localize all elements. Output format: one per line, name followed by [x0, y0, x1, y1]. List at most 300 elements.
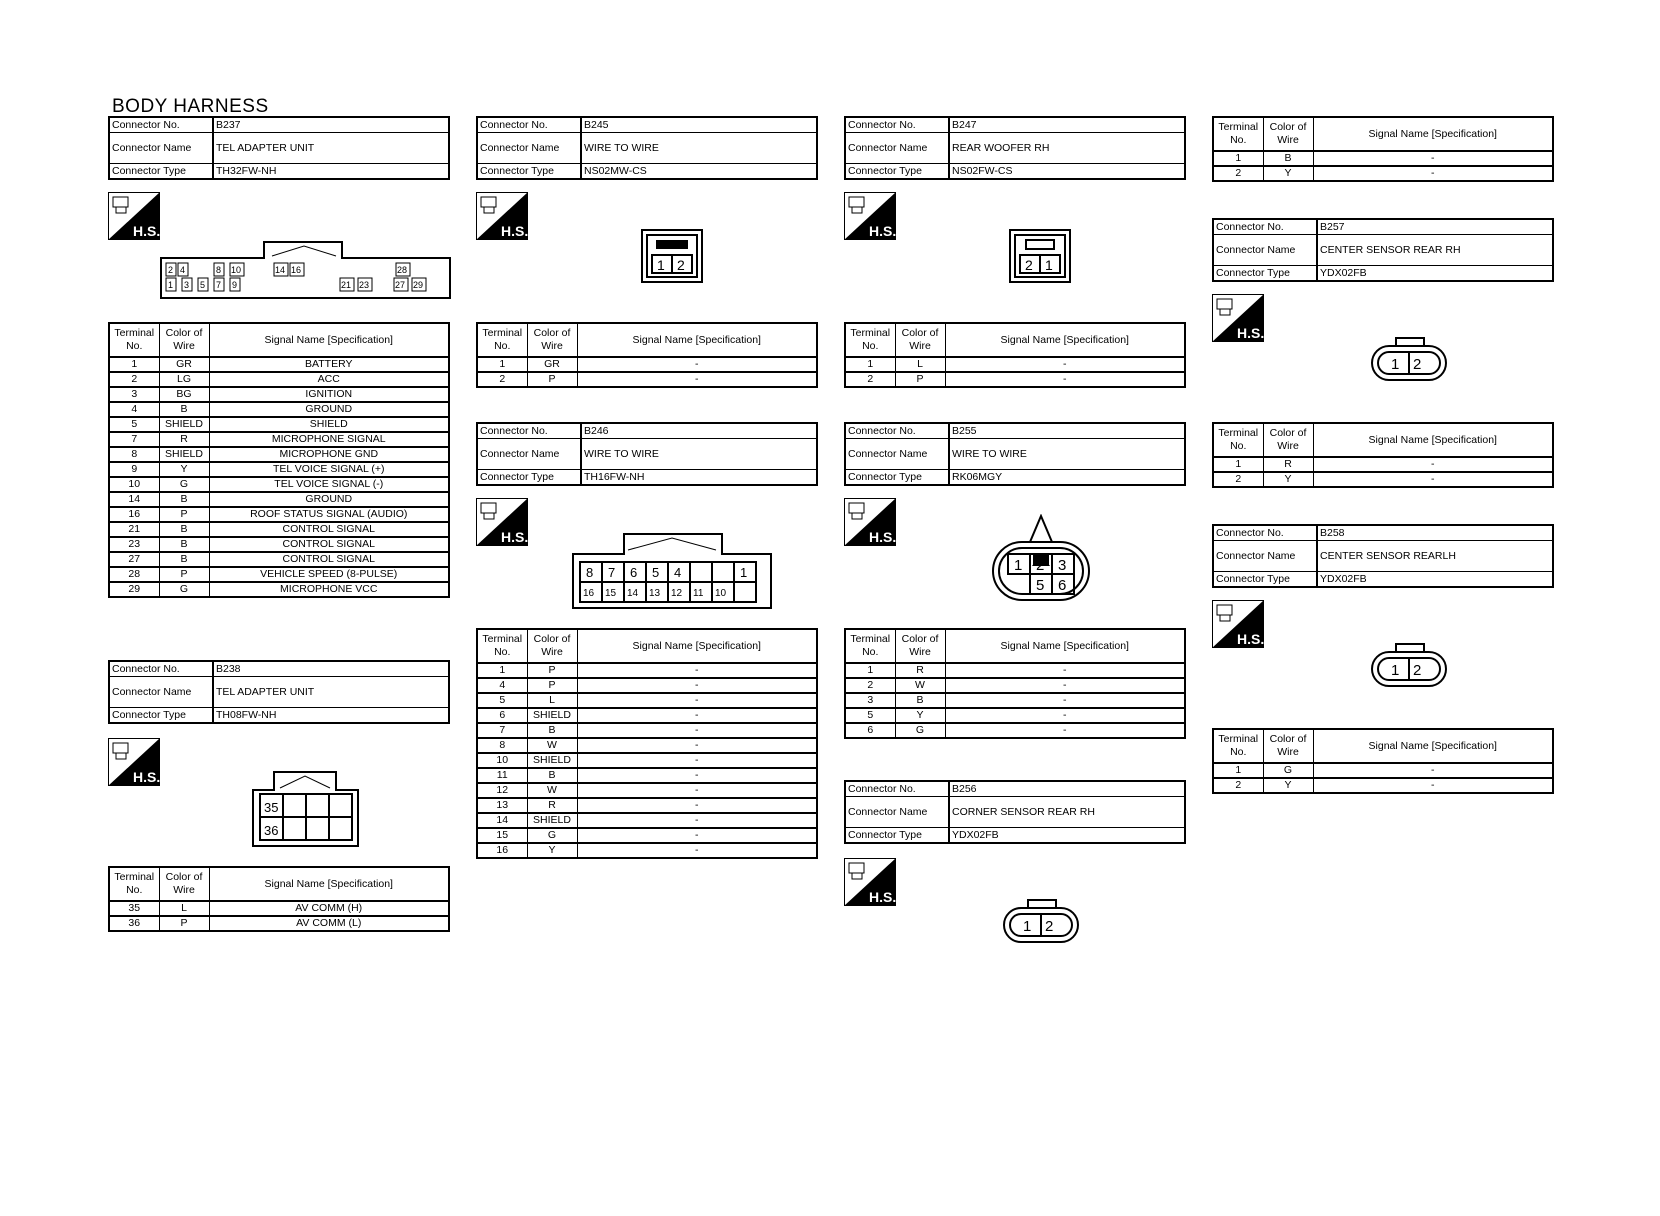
connector-no: B237 [213, 117, 449, 133]
header-terminal-no: Terminal No. [1213, 117, 1263, 151]
wire-color-cell: B [527, 723, 577, 738]
signal-name-cell: BATTERY [209, 357, 449, 372]
connector-info-b245 [476, 116, 818, 180]
label-connector-no: Connector No. [845, 117, 949, 133]
pin-label: 27 [395, 280, 406, 290]
wire-color-cell: Y [1263, 778, 1313, 793]
connector-no: B255 [949, 423, 1185, 439]
terminal-no-cell: 11 [477, 768, 527, 783]
label-connector-no: Connector No. [845, 423, 949, 439]
terminal-no-cell: 4 [109, 402, 159, 417]
hs-label: H.S. [869, 223, 896, 239]
pin-label: 2 [1413, 662, 1422, 679]
header-color-of-wire: Color of Wire [159, 323, 209, 357]
label-connector-name: Connector Name [1213, 541, 1317, 572]
terminal-no-cell: 7 [109, 432, 159, 447]
page-title: BODY HARNESS [112, 96, 269, 117]
table-row [477, 843, 817, 858]
wire-color-cell: B [1263, 151, 1313, 166]
terminal-table-b245 [476, 322, 818, 388]
label-connector-no: Connector No. [477, 117, 581, 133]
table-row [1213, 472, 1553, 487]
harness-side-icon [1212, 600, 1264, 648]
wire-color-cell: P [895, 372, 945, 387]
table-row [109, 537, 449, 552]
wire-color-cell: G [1263, 763, 1313, 778]
header-color-of-wire: Color of Wire [895, 629, 945, 663]
terminal-no-cell: 3 [109, 387, 159, 402]
label-connector-type: Connector Type [1213, 266, 1317, 282]
terminal-no-cell: 14 [477, 813, 527, 828]
wire-color-cell: G [895, 723, 945, 738]
table-row [477, 678, 817, 693]
hs-label: H.S. [133, 223, 160, 239]
pin-label: 2 [677, 257, 685, 273]
pin-label: 10 [715, 588, 727, 599]
table-row [109, 387, 449, 402]
table-row [845, 708, 1185, 723]
pin-label: 23 [359, 280, 370, 290]
connector-type: YDX02FB [1317, 266, 1553, 282]
signal-name-cell: - [577, 768, 817, 783]
signal-name-cell: GROUND [209, 402, 449, 417]
pin-label: 6 [1058, 577, 1067, 594]
terminal-no-cell: 8 [477, 738, 527, 753]
signal-name-cell: AV COMM (L) [209, 916, 449, 931]
table-row [109, 432, 449, 447]
signal-name-cell: ACC [209, 372, 449, 387]
terminal-no-cell: 2 [845, 678, 895, 693]
pin-label: 2 [1036, 557, 1045, 574]
terminal-no-cell: 29 [109, 582, 159, 597]
table-row [845, 663, 1185, 678]
header-signal-name: Signal Name [Specification] [209, 867, 449, 901]
label-connector-type: Connector Type [477, 470, 581, 486]
label-connector-no: Connector No. [109, 117, 213, 133]
connector-info-b237 [108, 116, 450, 180]
terminal-no-cell: 27 [109, 552, 159, 567]
label-connector-type: Connector Type [109, 708, 213, 724]
pin-label: 3 [1058, 557, 1067, 574]
table-row [109, 492, 449, 507]
terminal-no-cell: 6 [477, 708, 527, 723]
table-row [477, 783, 817, 798]
wire-color-cell: G [159, 582, 209, 597]
terminal-no-cell: 1 [845, 357, 895, 372]
terminal-no-cell: 3 [845, 693, 895, 708]
pin-label: 2 [168, 265, 174, 275]
signal-name-cell: CONTROL SIGNAL [209, 552, 449, 567]
table-row [845, 357, 1185, 372]
table-row [109, 552, 449, 567]
signal-name-cell: - [945, 708, 1185, 723]
header-terminal-no: Terminal No. [1213, 423, 1263, 457]
wire-color-cell: Y [1263, 472, 1313, 487]
label-connector-name: Connector Name [1213, 235, 1317, 266]
table-row [109, 417, 449, 432]
table-row [109, 357, 449, 372]
signal-name-cell: - [577, 723, 817, 738]
table-row [109, 447, 449, 462]
connector-type: RK06MGY [949, 470, 1185, 486]
wire-color-cell: Y [1263, 166, 1313, 181]
pin-label: 14 [627, 588, 639, 599]
terminal-no-cell: 2 [1213, 472, 1263, 487]
header-terminal-no: Terminal No. [109, 323, 159, 357]
wire-color-cell: BG [159, 387, 209, 402]
terminal-table-b237 [108, 322, 450, 598]
table-row [109, 567, 449, 582]
pin-label: 2 [1025, 257, 1033, 273]
terminal-no-cell: 1 [477, 357, 527, 372]
terminal-no-cell: 6 [845, 723, 895, 738]
connector-name: CENTER SENSOR REARLH [1317, 541, 1553, 572]
connector-info-b238 [108, 660, 450, 724]
pin-label: 11 [693, 588, 704, 599]
hs-label: H.S. [1237, 631, 1264, 647]
signal-name-cell: - [577, 753, 817, 768]
pin-label: 35 [264, 800, 279, 815]
label-connector-type: Connector Type [477, 164, 581, 180]
terminal-no-cell: 14 [109, 492, 159, 507]
wire-color-cell: B [159, 537, 209, 552]
signal-name-cell: CONTROL SIGNAL [209, 537, 449, 552]
pin-label: 5 [652, 565, 660, 580]
connector-type: NS02FW-CS [949, 164, 1185, 180]
label-connector-name: Connector Name [109, 677, 213, 708]
terminal-no-cell: 2 [477, 372, 527, 387]
table-row [1213, 151, 1553, 166]
connector-no: B245 [581, 117, 817, 133]
signal-name-cell: - [1313, 472, 1553, 487]
table-row [109, 372, 449, 387]
connector-name: CORNER SENSOR REAR RH [949, 797, 1185, 828]
terminal-table-b247 [844, 322, 1186, 388]
signal-name-cell: - [1313, 166, 1553, 181]
terminal-no-cell: 36 [109, 916, 159, 931]
signal-name-cell: - [577, 372, 817, 387]
pin-label: 1 [1014, 557, 1023, 574]
terminal-no-cell: 12 [477, 783, 527, 798]
label-connector-type: Connector Type [845, 470, 949, 486]
hs-label: H.S. [501, 223, 528, 239]
wire-color-cell: W [895, 678, 945, 693]
connector-no: B257 [1317, 219, 1553, 235]
table-row [477, 753, 817, 768]
pin-label: 1 [657, 257, 665, 273]
header-color-of-wire: Color of Wire [527, 323, 577, 357]
signal-name-cell: SHIELD [209, 417, 449, 432]
header-signal-name: Signal Name [Specification] [577, 629, 817, 663]
table-row [109, 477, 449, 492]
hs-label: H.S. [133, 769, 160, 785]
harness-side-icon [844, 498, 896, 546]
terminal-no-cell: 10 [109, 477, 159, 492]
wire-color-cell: P [527, 663, 577, 678]
table-row [477, 693, 817, 708]
connector-type: YDX02FB [949, 828, 1185, 844]
terminal-no-cell: 16 [109, 507, 159, 522]
pin-label: 10 [231, 265, 242, 275]
wire-color-cell: R [1263, 457, 1313, 472]
header-terminal-no: Terminal No. [845, 629, 895, 663]
connector-info-b256 [844, 780, 1186, 844]
header-color-of-wire: Color of Wire [1263, 729, 1313, 763]
wire-color-cell: B [159, 552, 209, 567]
connector-name: WIRE TO WIRE [949, 439, 1185, 470]
signal-name-cell: - [945, 693, 1185, 708]
header-color-of-wire: Color of Wire [527, 629, 577, 663]
wire-color-cell: LG [159, 372, 209, 387]
label-connector-no: Connector No. [1213, 219, 1317, 235]
table-row [477, 798, 817, 813]
connector-info-b246 [476, 422, 818, 486]
pin-label: 7 [608, 565, 616, 580]
table-row [1213, 457, 1553, 472]
table-row [1213, 778, 1553, 793]
terminal-no-cell: 21 [109, 522, 159, 537]
signal-name-cell: ROOF STATUS SIGNAL (AUDIO) [209, 507, 449, 522]
pin-label: 12 [671, 588, 683, 599]
label-connector-name: Connector Name [845, 133, 949, 164]
wire-color-cell: SHIELD [527, 708, 577, 723]
header-signal-name: Signal Name [Specification] [1313, 117, 1553, 151]
wire-color-cell: SHIELD [159, 417, 209, 432]
table-row [109, 916, 449, 931]
harness-side-icon [1212, 294, 1264, 342]
signal-name-cell: - [1313, 778, 1553, 793]
connector-face-b237 [160, 238, 452, 300]
terminal-no-cell: 5 [109, 417, 159, 432]
pin-label: 8 [216, 265, 222, 275]
pin-label: 13 [649, 588, 661, 599]
terminal-no-cell: 13 [477, 798, 527, 813]
signal-name-cell: - [577, 693, 817, 708]
header-terminal-no: Terminal No. [845, 323, 895, 357]
wire-color-cell: SHIELD [159, 447, 209, 462]
connector-face-b258 [1370, 640, 1450, 690]
label-connector-name: Connector Name [477, 133, 581, 164]
table-row [109, 462, 449, 477]
signal-name-cell: - [577, 843, 817, 858]
pin-label: 28 [397, 265, 408, 275]
pin-label: 1 [1391, 662, 1400, 679]
terminal-no-cell: 9 [109, 462, 159, 477]
signal-name-cell: GROUND [209, 492, 449, 507]
label-connector-no: Connector No. [109, 661, 213, 677]
table-row [477, 738, 817, 753]
terminal-no-cell: 15 [477, 828, 527, 843]
connector-info-b258 [1212, 524, 1554, 588]
connector-face-b256 [1002, 896, 1082, 946]
signal-name-cell: - [1313, 151, 1553, 166]
connector-face-b257 [1370, 334, 1450, 384]
pin-label: 16 [291, 265, 302, 275]
connector-no: B246 [581, 423, 817, 439]
harness-side-icon [108, 192, 160, 240]
wire-color-cell: GR [527, 357, 577, 372]
signal-name-cell: - [1313, 763, 1553, 778]
signal-name-cell: AV COMM (H) [209, 901, 449, 916]
header-signal-name: Signal Name [Specification] [577, 323, 817, 357]
pin-label: 2 [1413, 356, 1422, 373]
connector-no: B238 [213, 661, 449, 677]
hs-label: H.S. [501, 529, 528, 545]
wire-color-cell: P [527, 372, 577, 387]
wire-color-cell: R [895, 663, 945, 678]
signal-name-cell: MICROPHONE SIGNAL [209, 432, 449, 447]
header-signal-name: Signal Name [Specification] [209, 323, 449, 357]
pin-label: 36 [264, 823, 279, 838]
pin-label: 29 [413, 280, 424, 290]
signal-name-cell: - [945, 357, 1185, 372]
label-connector-type: Connector Type [845, 164, 949, 180]
wire-color-cell: L [159, 901, 209, 916]
table-row [477, 708, 817, 723]
pin-label: 15 [605, 588, 617, 599]
terminal-no-cell: 5 [845, 708, 895, 723]
terminal-no-cell: 2 [1213, 166, 1263, 181]
header-signal-name: Signal Name [Specification] [1313, 423, 1553, 457]
pin-label: 16 [583, 588, 595, 599]
connector-name: REAR WOOFER RH [949, 133, 1185, 164]
pin-label: 4 [180, 265, 186, 275]
header-color-of-wire: Color of Wire [159, 867, 209, 901]
connector-face-b245 [640, 228, 706, 286]
header-terminal-no: Terminal No. [1213, 729, 1263, 763]
table-row [109, 522, 449, 537]
pin-label: 5 [1036, 577, 1045, 594]
wire-color-cell: B [159, 402, 209, 417]
terminal-no-cell: 1 [1213, 763, 1263, 778]
signal-name-cell: IGNITION [209, 387, 449, 402]
table-row [845, 678, 1185, 693]
table-row [1213, 166, 1553, 181]
wire-color-cell: P [159, 567, 209, 582]
harness-side-icon [844, 192, 896, 240]
table-row [477, 828, 817, 843]
wire-color-cell: G [159, 477, 209, 492]
wire-color-cell: R [527, 798, 577, 813]
wire-color-cell: P [159, 916, 209, 931]
signal-name-cell: - [577, 813, 817, 828]
label-connector-name: Connector Name [477, 439, 581, 470]
connector-face-b255 [990, 514, 1094, 606]
pin-label: 7 [216, 280, 222, 290]
wire-color-cell: W [527, 783, 577, 798]
pin-label: 21 [341, 280, 352, 290]
pin-label: 1 [1045, 257, 1053, 273]
table-row [109, 507, 449, 522]
terminal-table-b258 [1212, 728, 1554, 794]
connector-name: TEL ADAPTER UNIT [213, 133, 449, 164]
connector-face-b247 [1008, 228, 1074, 286]
pin-label: 4 [674, 565, 682, 580]
wire-color-cell: Y [527, 843, 577, 858]
signal-name-cell: CONTROL SIGNAL [209, 522, 449, 537]
terminal-no-cell: 2 [1213, 778, 1263, 793]
table-row [845, 723, 1185, 738]
harness-side-icon [476, 192, 528, 240]
table-row [1213, 763, 1553, 778]
connector-name: WIRE TO WIRE [581, 133, 817, 164]
header-color-of-wire: Color of Wire [1263, 423, 1313, 457]
terminal-table-b256 [1212, 116, 1554, 182]
table-row [109, 402, 449, 417]
wire-color-cell: L [895, 357, 945, 372]
signal-name-cell: - [577, 798, 817, 813]
label-connector-no: Connector No. [477, 423, 581, 439]
hs-label: H.S. [1237, 325, 1264, 341]
header-terminal-no: Terminal No. [477, 323, 527, 357]
signal-name-cell: MICROPHONE GND [209, 447, 449, 462]
connector-no: B256 [949, 781, 1185, 797]
connector-type: TH32FW-NH [213, 164, 449, 180]
signal-name-cell: - [577, 357, 817, 372]
wire-color-cell: P [527, 678, 577, 693]
table-row [845, 372, 1185, 387]
label-connector-name: Connector Name [109, 133, 213, 164]
harness-side-icon [108, 738, 160, 786]
header-terminal-no: Terminal No. [477, 629, 527, 663]
connector-name: WIRE TO WIRE [581, 439, 817, 470]
wire-color-cell: B [159, 522, 209, 537]
connector-face-b238 [252, 770, 362, 848]
terminal-no-cell: 23 [109, 537, 159, 552]
terminal-no-cell: 10 [477, 753, 527, 768]
hs-label: H.S. [869, 529, 896, 545]
terminal-no-cell: 4 [477, 678, 527, 693]
harness-side-icon [476, 498, 528, 546]
wire-color-cell: Y [159, 462, 209, 477]
table-row [477, 372, 817, 387]
wire-color-cell: B [159, 492, 209, 507]
signal-name-cell: - [945, 723, 1185, 738]
signal-name-cell: - [1313, 457, 1553, 472]
connector-info-b255 [844, 422, 1186, 486]
signal-name-cell: - [945, 372, 1185, 387]
signal-name-cell: - [945, 678, 1185, 693]
terminal-no-cell: 8 [109, 447, 159, 462]
terminal-no-cell: 1 [1213, 457, 1263, 472]
terminal-table-b255 [844, 628, 1186, 739]
pin-label: 3 [184, 280, 190, 290]
label-connector-name: Connector Name [845, 797, 949, 828]
connector-face-b246 [572, 532, 774, 610]
terminal-no-cell: 1 [109, 357, 159, 372]
header-signal-name: Signal Name [Specification] [1313, 729, 1553, 763]
terminal-no-cell: 1 [845, 663, 895, 678]
connector-type: NS02MW-CS [581, 164, 817, 180]
table-row [109, 582, 449, 597]
connector-type: TH16FW-NH [581, 470, 817, 486]
signal-name-cell: MICROPHONE VCC [209, 582, 449, 597]
pin-label: 1 [168, 280, 174, 290]
terminal-no-cell: 16 [477, 843, 527, 858]
hs-label: H.S. [869, 889, 896, 905]
signal-name-cell: - [577, 828, 817, 843]
table-row [477, 357, 817, 372]
terminal-no-cell: 35 [109, 901, 159, 916]
terminal-table-b238 [108, 866, 450, 932]
terminal-no-cell: 1 [477, 663, 527, 678]
signal-name-cell: - [577, 783, 817, 798]
pin-label: 1 [740, 565, 748, 580]
connector-info-b257 [1212, 218, 1554, 282]
terminal-no-cell: 7 [477, 723, 527, 738]
terminal-no-cell: 5 [477, 693, 527, 708]
signal-name-cell: - [577, 738, 817, 753]
